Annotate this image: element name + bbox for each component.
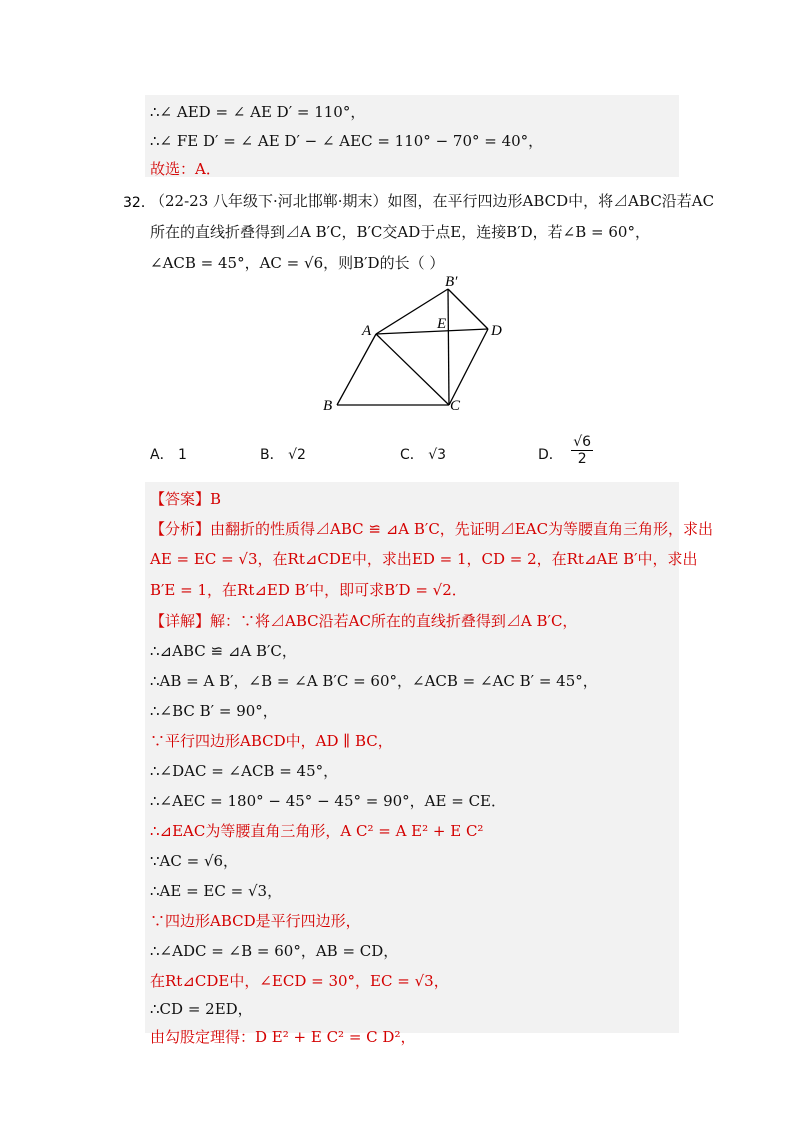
analysis-line: 【分析】由翻折的性质得⊿ABC ≌ ⊿A B′C，先证明⊿EAC为等腰直角三角形，求出	[150, 520, 714, 538]
detail-line: ∴∠DAC = ∠ACB = 45°，	[150, 762, 339, 780]
option-b: B． √2	[260, 447, 306, 463]
segment-B1C	[448, 289, 449, 405]
segment-B1D	[448, 289, 488, 329]
detail-line: ∵AC = √6，	[150, 852, 239, 870]
fraction: $\frac{√6}{2}$	[573, 434, 592, 467]
label-B: B	[323, 398, 333, 412]
question-text: （22-23 八年级下·河北邯郸·期末）如图，在平行四边形ABCD中，将⊿ABC沿若AC	[150, 192, 715, 210]
detail-line: 【详解】解：∵将⊿ABC沿若AC所在的直线折叠得到⊿A B′C，	[150, 612, 578, 630]
solution-line: ∴∠ AED = ∠ AE D′ = 110°，	[150, 103, 366, 121]
question-number: 32．	[123, 195, 155, 211]
segment-DC	[449, 329, 488, 405]
analysis-line: AE = EC = √3，在Rt⊿CDE中，求出ED = 1，CD = 2，在Rt⊿AE B′中，求出	[150, 550, 698, 568]
option-d: D． $\frac{√6}{2}$	[538, 434, 592, 467]
geometry-figure	[315, 272, 525, 412]
detail-line: ∴⊿ABC ≌ ⊿A B′C，	[150, 642, 297, 660]
question-text: 所在的直线折叠得到⊿A B′C，B′C交AD于点E，连接B′D，若∠B = 60°，	[150, 223, 650, 241]
detail-line: ∴⊿EAC为等腰直角三角形，A C² = A E² + E C²	[150, 822, 484, 840]
detail-line: ∵平行四边形ABCD中，AD ∥ BC，	[150, 732, 393, 750]
detail-line: ∴AB = A B′，∠B = ∠A B′C = 60°，∠ACB = ∠AC B′ = 45°，	[150, 672, 598, 690]
answer-label: 【答案】B	[150, 490, 222, 508]
detail-line: ∴AE = EC = √3，	[150, 882, 283, 900]
label-B1: B′	[445, 274, 458, 290]
label-E: E	[437, 316, 447, 332]
detail-line: 由勾股定理得：D E² + E C² = C D²，	[150, 1028, 416, 1046]
segment-AC	[376, 334, 449, 405]
detail-line: ∴∠BC B′ = 90°，	[150, 702, 278, 720]
option-c: C． √3	[400, 447, 447, 463]
detail-line: 在Rt⊿CDE中，∠ECD = 30°，EC = √3，	[150, 972, 449, 990]
analysis-line: B′E = 1，在Rt⊿ED B′中，即可求B′D = √2．	[150, 581, 467, 599]
question-text: ∠ACB = 45°，AC = √6，则B′D的长（ ）	[150, 254, 445, 272]
segment-AD	[376, 329, 488, 334]
detail-line: ∴∠AEC = 180° − 45° − 45° = 90°，AE = CE．	[150, 792, 506, 810]
detail-line: ∵四边形ABCD是平行四边形，	[150, 912, 361, 930]
label-A: A	[362, 323, 372, 339]
segment-AB	[337, 334, 376, 405]
detail-line: ∴CD = 2ED，	[150, 1000, 253, 1018]
solution-line: 故选：A．	[150, 160, 221, 178]
label-D: D	[491, 323, 502, 339]
label-C: C	[450, 398, 461, 412]
detail-line: ∴∠ADC = ∠B = 60°，AB = CD，	[150, 942, 399, 960]
option-a: A． 1	[150, 447, 187, 463]
solution-line: ∴∠ FE D′ = ∠ AE D′ − ∠ AEC = 110° − 70° = 40°，	[150, 132, 544, 150]
